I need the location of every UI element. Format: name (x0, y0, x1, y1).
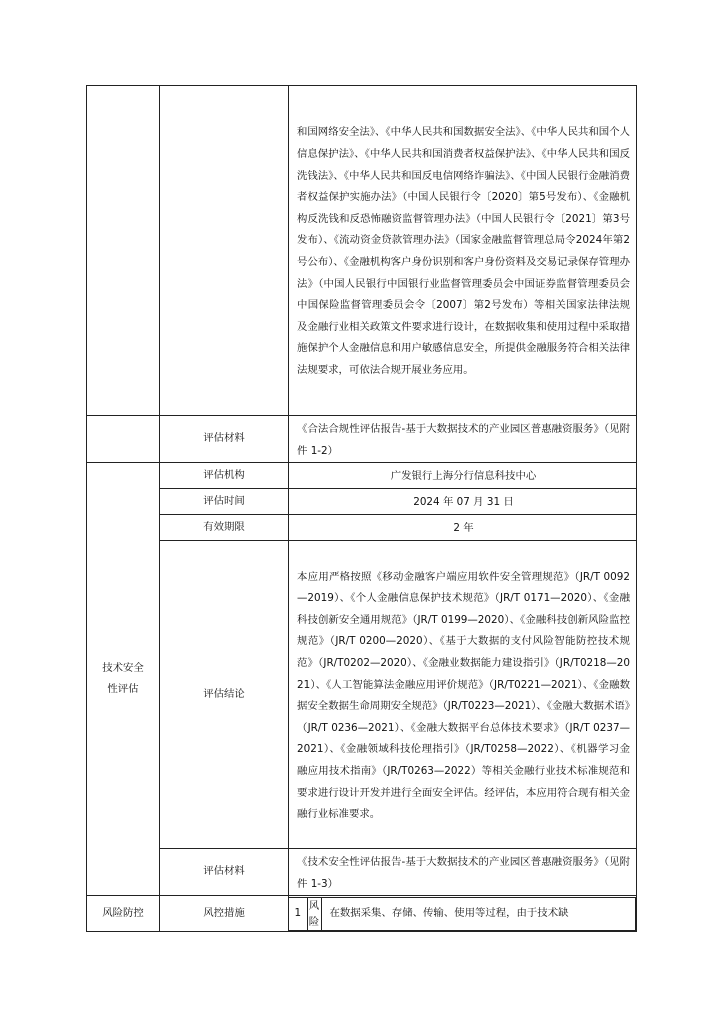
risk-section-label: 风险防控 (87, 896, 160, 932)
risk-item-label: 风险 (307, 897, 321, 930)
table-row (87, 515, 637, 541)
table-row (87, 416, 637, 463)
validity-label: 有效期限 (160, 515, 289, 541)
assessment-table (86, 85, 637, 932)
org-value: 广发银行上海分行信息科技中心 (289, 463, 637, 489)
table-row (87, 489, 637, 515)
table-row (87, 896, 637, 932)
tech-section-label-text: 技术安全性评估 (102, 661, 144, 696)
time-value: 2024 年 07 月 31 日 (289, 489, 637, 515)
risk-measure-label: 风控措施 (160, 896, 289, 932)
table-row (87, 541, 637, 849)
tech-section-label (87, 463, 160, 896)
table-row (87, 463, 637, 489)
time-label: 评估时间 (160, 489, 289, 515)
risk-item-cell (289, 896, 637, 932)
org-label: 评估机构 (160, 463, 289, 489)
table-row (87, 86, 637, 416)
risk-item-text: 在数据采集、存储、传输、使用等过程，由于技术缺 (321, 897, 636, 930)
conclusion-text: 本应用严格按照《移动金融客户端应用软件安全管理规范》（JR/T 0092—2019）、《个人金融信息保护技术规范》（JR/T 0171—2020）、《金融科技创新安全通用规范》（JR/T 0199—2020）、《金融科技创新风险监控规范》（JR/T 0200—2020）、《基于大数据的支付风险智能防控技术规范》（JR/T0202—2020）、《金融业数据能力建设指引》（JR/T0218—2021）、《人工智能算法金融应用评价规范》（JR/T0221—2021）、《金融数据安全数据生命周期安全规范》（JR/T0223—2021）、《金融大数据术语》（JR/T 0236—2021）、《金融大数据平台总体技术要求》（JR/T 0237—2021）、《金融领域科技伦理指引》（JR/T0258—2022）、《机器学习金融应用技术指南》（JR/T0263—2022）等相关金融行业技术标准规范和要求进行设计开发并进行全面安全评估。经评估，本应用符合现有相关金融行业标准要求。 (289, 541, 637, 849)
tech-material-label: 评估材料 (160, 849, 289, 896)
legal-material-value: 《合法合规性评估报告-基于大数据技术的产业园区普惠融资服务》（见附件 1-2） (289, 416, 637, 463)
tech-material-value: 《技术安全性评估报告-基于大数据技术的产业园区普惠融资服务》（见附件 1-3） (289, 849, 637, 896)
table-row (87, 849, 637, 896)
risk-item-num: 1 (289, 897, 307, 930)
item-label-empty (160, 86, 289, 416)
legal-conclusion-text: 和国网络安全法》、《中华人民共和国数据安全法》、《中华人民共和国个人信息保护法》、《中华人民共和国消费者权益保护法》、《中华人民共和国反洗钱法》、《中华人民共和国反电信网络诈骗法》、《中国人民银行金融消费者权益保护实施办法》（中国人民银行令〔2020〕第5号发布）、《金融机构反洗钱和反恐怖融资监督管理办法》（中国人民银行令〔2021〕第3号发布）、《流动资金贷款管理办法》（国家金融监督管理总局令2024年第2号公布）、《金融机构客户身份识别和客户身份资料及交易记录保存管理办法》（中国人民银行中国银行业监督管理委员会中国证券监督管理委员会中国保险监督管理委员会令〔2007〕第2号发布）等相关国家法律法规及金融行业相关政策文件要求进行设计，在数据收集和使用过程中采取措施保护个人金融信息和用户敏感信息安全，所提供金融服务符合相关法律法规要求，可依法合规开展业务应用。 (289, 86, 637, 416)
validity-value: 2 年 (289, 515, 637, 541)
section-label-empty (87, 416, 160, 463)
conclusion-label: 评估结论 (160, 541, 289, 849)
risk-item-table (289, 897, 636, 931)
legal-material-label: 评估材料 (160, 416, 289, 463)
section-label-empty (87, 86, 160, 416)
